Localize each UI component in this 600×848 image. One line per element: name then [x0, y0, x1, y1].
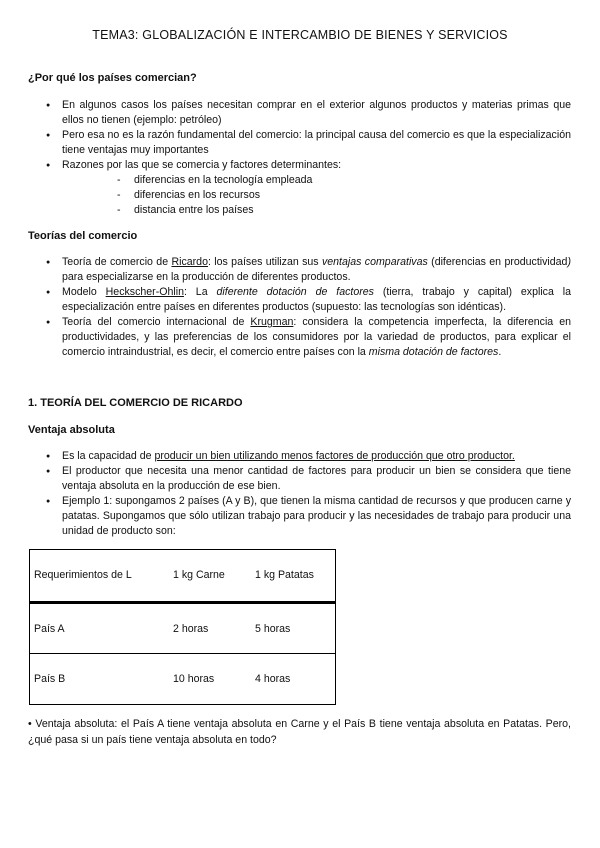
section-heading-why-trade: ¿Por qué los países comercian?	[28, 72, 197, 84]
sub-list-item: - diferencias en los recursos	[62, 188, 571, 203]
list-item: ● El productor que necesita una menor cantidad de factores para producir un bien se considera que tiene ventaja absoluta en la producción de ese bien.	[28, 464, 571, 494]
text: para especializarse en la producción de diferentes productos.	[62, 271, 351, 283]
text: (tierra, trabajo y capital) explica la especialización entre países en diferentes productos (supuesto: las tecnologías son idénticas).	[62, 286, 572, 313]
text: : considera la competencia imperfecta, la diferencia en productividades, y las preferencias de los consumidores por la variedad de productos, para explicar el comercio intraindustrial, es decir, el comercio entre países con la	[62, 316, 571, 358]
text: Modelo	[62, 286, 106, 298]
text: Es la capacidad de	[62, 450, 155, 462]
emphasis: ventajas comparativas	[321, 256, 428, 268]
absolute-advantage-list	[28, 449, 571, 539]
theories-list	[28, 255, 571, 360]
emphasis: )	[567, 256, 571, 268]
table-cell: País A	[30, 602, 170, 654]
emphasis: misma dotación de factores	[368, 346, 499, 358]
list-item	[28, 285, 571, 315]
table-cell: 4 horas	[251, 654, 336, 705]
text: (diferencias en productividad	[427, 256, 568, 268]
list-item	[28, 315, 571, 360]
section-heading-ricardo: 1. TEORÍA DEL COMERCIO DE RICARDO	[28, 397, 243, 409]
list-item: ● En algunos casos los países necesitan comprar en el exterior algunos productos y materias primas que ellos no tienen (ejemplo: petróleo)	[28, 98, 571, 128]
why-trade-list	[28, 98, 571, 218]
text: : La	[183, 286, 217, 298]
table-cell: País B	[30, 654, 170, 705]
table-cell: 2 horas	[169, 602, 251, 654]
table-cell: 10 horas	[169, 654, 251, 705]
table-row	[30, 602, 336, 654]
subheading-absolute-advantage: Ventaja absoluta	[28, 424, 115, 436]
list-item-text: Razones por las que se comercia y factores determinantes:	[62, 159, 342, 171]
sub-list-item: - diferencias en la tecnología empleada	[62, 173, 571, 188]
section-heading-theories: Teorías del comercio	[28, 230, 138, 242]
table-cell: 5 horas	[251, 602, 336, 654]
table-header-cell: 1 kg Carne	[169, 550, 251, 603]
text: Teoría del comercio internacional de	[62, 316, 251, 328]
absolute-advantage-conclusion: • Ventaja absoluta: el País A tiene ventaja absoluta en Carne y el País B tiene ventaja absoluta en Patatas. Pero, ¿qué pasa si un país tiene ventaja absoluta en todo?	[28, 718, 571, 746]
text: Teoría de comercio de	[62, 256, 172, 268]
table-header-cell: Requerimientos de L	[30, 550, 170, 603]
list-item	[28, 255, 571, 285]
table-header-row	[30, 550, 336, 603]
list-item: ● Pero esa no es la razón fundamental del comercio: la principal causa del comercio es que la especialización tiene ventajas muy importantes	[28, 128, 571, 158]
emphasis: diferente dotación de factores	[216, 286, 374, 298]
sub-list	[62, 173, 571, 218]
author-heckscher-ohlin: Heckscher-Ohlin	[105, 286, 184, 298]
text: .	[498, 346, 502, 358]
author-krugman: Krugman	[250, 316, 294, 328]
sub-list-item: - distancia entre los países	[62, 203, 571, 218]
list-item	[28, 158, 571, 218]
list-item	[28, 449, 571, 464]
labor-requirements-table	[29, 549, 336, 705]
page-title: TEMA3: GLOBALIZACIÓN E INTERCAMBIO DE BIENES Y SERVICIOS	[92, 28, 508, 42]
list-item: ● Ejemplo 1: supongamos 2 países (A y B), que tienen la misma cantidad de recursos y que producen carne y patatas. Supongamos que sólo utilizan trabajo para producir y las necesidades de trabajo para producir una unidad de producto son:	[28, 494, 571, 539]
table-header-cell: 1 kg Patatas	[251, 550, 336, 603]
table-row	[30, 654, 336, 705]
text: : los países utilizan sus	[207, 256, 322, 268]
definition-underlined: producir un bien utilizando menos factores de producción que otro productor.	[154, 450, 515, 462]
author-ricardo: Ricardo	[171, 256, 208, 268]
